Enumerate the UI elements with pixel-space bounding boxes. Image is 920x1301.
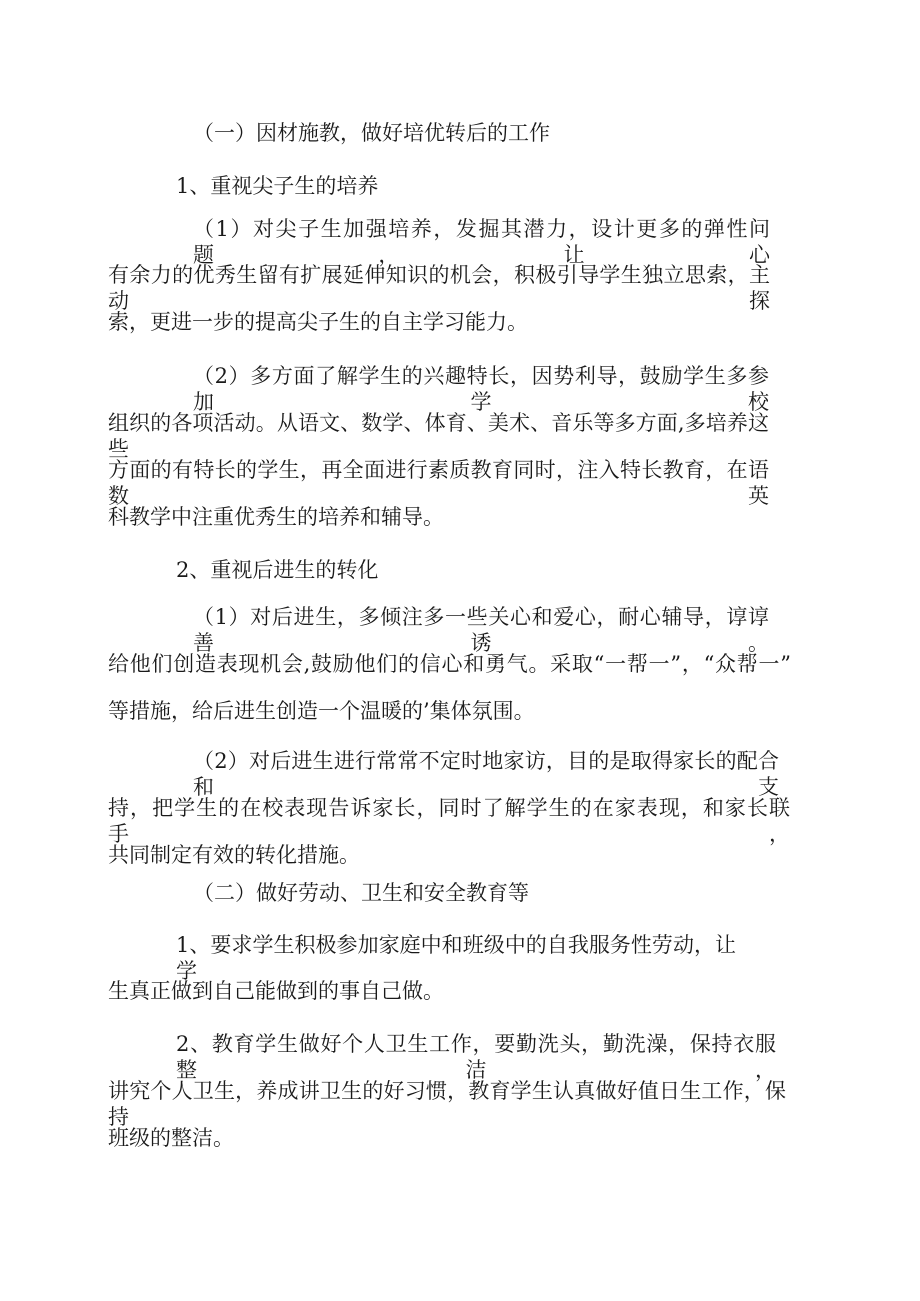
paragraph-line: 讲究个人卫生，养成讲卫生的好习惯，教育学生认真做好值日生工作，保持 xyxy=(108,1079,786,1129)
section-heading-2: （二）做好劳动、卫生和安全教育等 xyxy=(193,881,529,905)
paragraph-line: 持，把学生的在校表现告诉家长，同时了解学生的在家表现，和家长联手， xyxy=(108,796,790,846)
item-title-1: 1、重视尖子生的培养 xyxy=(176,174,379,198)
paragraph-line: 组织的各项活动。从语文、数学、体育、美术、音乐等多方面,多培养这些 xyxy=(108,411,769,461)
paragraph-line: （1）对后进生，多倾注多一些关心和爱心，耐心辅导，谆谆善诱。 xyxy=(193,605,769,655)
paragraph-line: 给他们创造表现机会,鼓励他们的信心和勇气。采取“一帮一”，“众帮一” xyxy=(108,652,791,676)
paragraph-line: 共同制定有效的转化措施。 xyxy=(108,843,360,867)
paragraph-line: 索，更进一步的提高尖子生的自主学习能力。 xyxy=(108,310,528,334)
paragraph-line: 生真正做到自己能做到的事自己做。 xyxy=(108,979,444,1003)
paragraph-line: 等措施，给后进生创造一个温暖的’集体氛围。 xyxy=(108,699,535,723)
paragraph-line: 科教学中注重优秀生的培养和辅导。 xyxy=(108,505,444,529)
paragraph-line: （1）对尖子生加强培养，发掘其潜力，设计更多的弹性问题，让心 xyxy=(193,217,770,267)
paragraph-line: 有余力的优秀生留有扩展延伸知识的机会，积极引导学生独立思索，主动探 xyxy=(108,263,770,313)
paragraph-line: 方面的有特长的学生，再全面进行素质教育同时，注入特长教育，在语数英 xyxy=(108,458,769,508)
paragraph-line: 1、要求学生积极参加家庭中和班级中的自我服务性劳动，让学 xyxy=(176,933,736,983)
paragraph-line: （2）对后进生进行常常不定时地家访，目的是取得家长的配合和支 xyxy=(193,749,779,799)
section-heading-1: （一）因材施教，做好培优转后的工作 xyxy=(193,121,550,145)
paragraph-line: 班级的整洁。 xyxy=(108,1126,234,1150)
paragraph-line: 2、教育学生做好个人卫生工作，要勤洗头，勤洗澡，保持衣服整洁， xyxy=(176,1032,776,1082)
paragraph-line: （2）多方面了解学生的兴趣特长，因势利导，鼓励学生多参加学校 xyxy=(193,364,769,414)
item-title-2: 2、重视后进生的转化 xyxy=(176,558,379,582)
